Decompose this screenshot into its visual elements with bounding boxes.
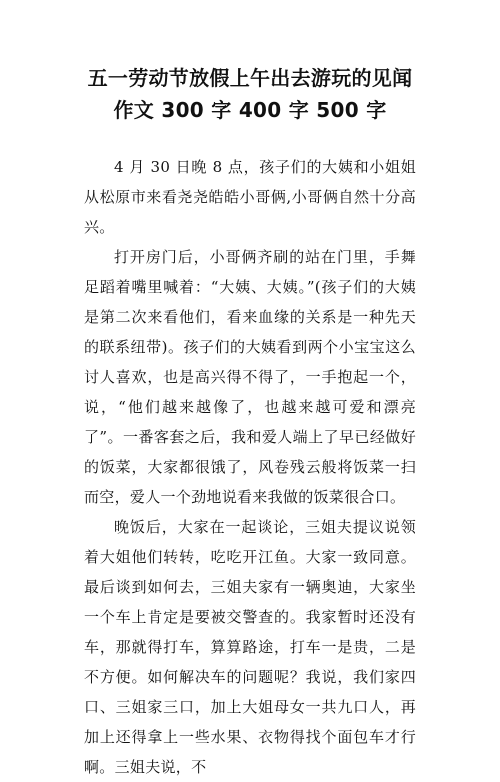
title-line-1: 五一劳动节放假上午出去游玩的见闻 — [87, 66, 413, 90]
paragraph-3: 晚饭后，大家在一起谈论，三姐夫提议说领着大姐他们转转，吃吃开江鱼。大家一致同意。最后谈到如何去，三姐夫家有一辆奥迪，大家坐一个车上肯定是要被交警查的。我家暂时还没有车，那就得打车，算算路途，打车一是贵，二是不方便。如何解决车的问题呢？我说，我们家四口、三姐家三口，加上大姐母女一共九口人，再加上还得拿上一些水果、衣物得找个面包车才行啊。三姐夫说，不 — [84, 518, 416, 776]
paragraph-2: 打开房门后，小哥俩齐刷的站在门里，手舞足蹈着嘴里喊着：“大姨、大姨。”(孩子们的大姨是第二次来看他们，看来血缘的关系是一种先天的联系纽带)。孩子们的大姨看到两个小宝宝这么讨人喜欢，也是高兴得不得了，一手抱起一个，说，“他们越来越像了，也越来越可爱和漂亮了”。一番客套之后，我和爱人端上了早已经做好的饭菜，大家都很饿了，风卷残云般将饭菜一扫而空，爱人一个劲地说看来我做的饭菜很合口。 — [84, 248, 416, 506]
paragraph-1: 4 月 30 日晚 8 点，孩子们的大姨和小姐姐从松原市来看尧尧皓皓小哥俩,小哥俩自然十分高兴。 — [84, 158, 416, 236]
title-line-2: 作文 300 字 400 字 500 字 — [113, 98, 387, 122]
document-body — [84, 152, 416, 782]
document-title — [64, 62, 436, 126]
